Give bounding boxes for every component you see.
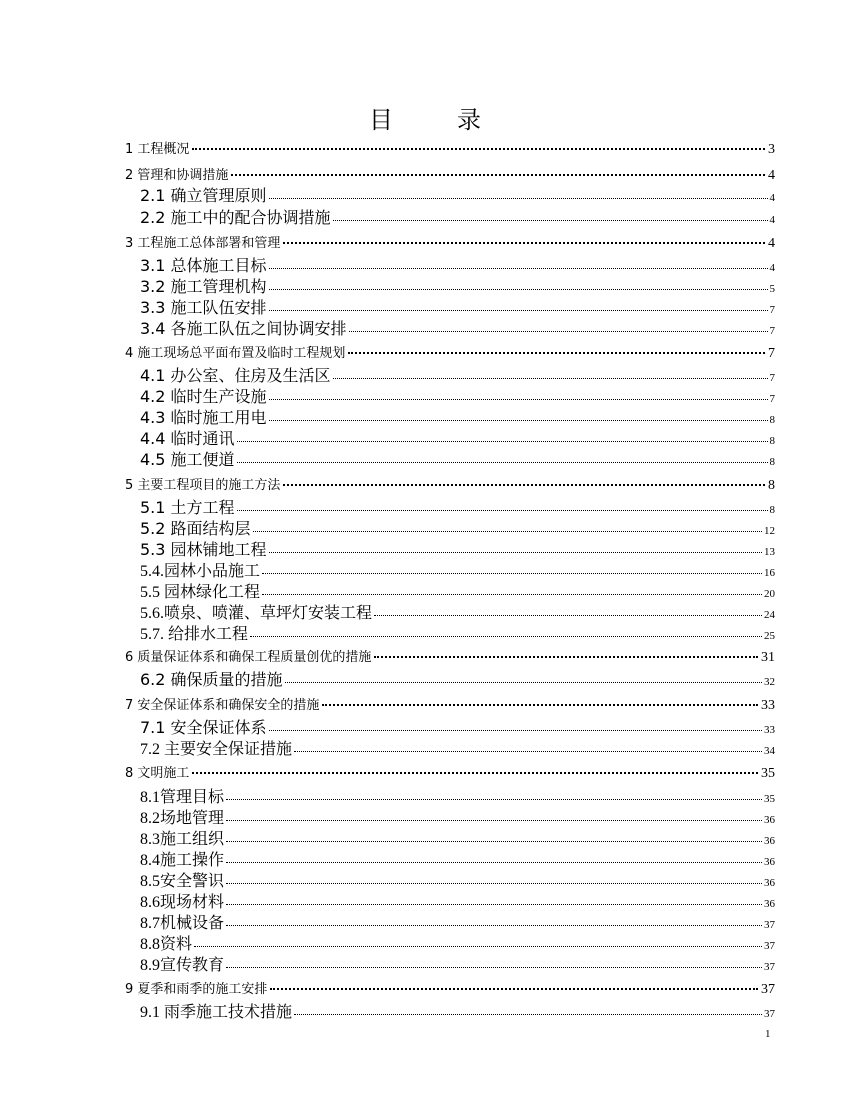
toc-entry-title: 1 工程概况 [125,142,190,157]
toc-entry-page: 5 [769,283,775,295]
toc-dot-leader [253,531,762,532]
toc-entry-page: 8 [769,414,775,426]
toc-entry-page: 4 [769,262,775,274]
toc-entry-title: 4 施工现场总平面布置及临时工程规划 [125,346,346,361]
toc-entry-title: 3.1 总体施工目标 [140,256,267,275]
toc-entry-page: 3 [768,142,775,157]
toc-entry-page: 37 [764,1008,775,1020]
toc-entry-page: 34 [764,745,775,757]
toc-entry-page: 25 [764,630,775,642]
toc-entry-page: 7 [769,393,775,405]
toc-entry[interactable] [0,274,775,297]
toc-entry-page: 8 [769,456,775,468]
toc-entry-title: 4.4 临时通讯 [140,429,235,448]
title-char-1: 目 [369,106,393,134]
toc-dot-leader [374,615,762,616]
title-char-2: 录 [457,106,481,134]
toc-entry-title: 9.1 雨季施工技术措施 [140,1004,293,1021]
toc-entry[interactable] [0,868,775,891]
toc-entry-title: 2 管理和协调措施 [125,168,229,183]
toc-entry-page: 7 [769,372,775,384]
toc-entry-title: 5 主要工程项目的施工方法 [125,478,281,493]
toc-entry-page: 35 [761,766,775,781]
toc-entry[interactable] [0,805,775,828]
toc-dot-leader [262,594,762,595]
toc-entry-title: 4.1 办公室、住房及生活区 [140,366,331,385]
toc-dot-leader [226,862,762,863]
toc-dot-leader [269,268,768,269]
toc-entry-page: 4 [769,192,775,204]
toc-entry[interactable] [0,715,775,738]
toc-entry-title: 5.1 土方工程 [140,498,235,517]
toc-entry[interactable] [0,952,775,975]
toc-entry[interactable] [0,621,775,644]
toc-entry-page: 7 [768,346,775,361]
toc-dot-leader [333,220,768,221]
toc-dot-leader [283,484,765,486]
toc-entry[interactable] [0,558,775,581]
toc-entry[interactable] [0,910,775,933]
toc-entry-page: 4 [768,236,775,251]
toc-entry-page: 37 [764,919,775,931]
toc-dot-leader [226,967,762,968]
toc-entry[interactable] [0,999,775,1022]
toc-dot-leader [269,198,768,199]
toc-dot-leader [269,289,768,290]
toc-entry-title: 8.9宣传教育 [140,957,225,974]
toc-entry[interactable] [0,889,775,912]
toc-entry-page: 33 [764,724,775,736]
toc-entry[interactable] [0,363,775,386]
toc-dot-leader [192,772,758,774]
toc-dot-leader [237,441,768,442]
toc-entry-title: 4.5 施工便道 [140,450,235,469]
toc-entry[interactable] [0,342,775,362]
toc-entry-page: 37 [761,982,775,997]
toc-entry-title: 7.1 安全保证体系 [140,718,267,737]
toc-entry-title: 6.2 确保质量的措施 [140,670,283,689]
toc-entry-title: 7.2 主要安全保证措施 [140,741,293,758]
toc-entry[interactable] [0,736,775,759]
page-number: 1 [765,1028,771,1040]
toc-entry-title: 3.2 施工管理机构 [140,277,267,296]
toc-entry-page: 4 [769,214,775,226]
toc-entry-page: 36 [764,877,775,889]
toc-entry-page: 35 [764,793,775,805]
toc-entry-title: 5.4.园林小品施工 [140,563,261,580]
toc-entry[interactable] [0,537,775,560]
toc-dot-leader [231,174,765,176]
toc-entry-title: 9 夏季和雨季的施工安排 [125,982,268,997]
toc-entry-title: 5.5 园林绿化工程 [140,584,261,601]
toc-entry-page: 16 [764,567,775,579]
toc-dot-leader [226,925,762,926]
toc-entry-page: 8 [769,435,775,447]
toc-entry-page: 13 [764,546,775,558]
toc-dot-leader [294,751,762,752]
toc-entry[interactable] [0,600,775,623]
toc-entry-page: 36 [764,814,775,826]
toc-dot-leader [374,656,758,658]
toc-entry[interactable] [0,316,775,339]
toc-entry-title: 4.2 临时生产设施 [140,387,267,406]
toc-dot-leader [349,331,768,332]
toc-entry[interactable] [0,164,775,184]
toc-entry[interactable] [0,931,775,954]
toc-entry-title: 8.5安全警识 [140,873,225,890]
toc-entry-title: 3.3 施工队伍安排 [140,298,267,317]
toc-entry[interactable] [0,826,775,849]
toc-entry-title: 5.7. 给排水工程 [140,626,249,643]
toc-entry-page: 36 [764,835,775,847]
toc-entry-title: 5.6.喷泉、喷灌、草坪灯安装工程 [140,605,373,622]
toc-dot-leader [270,988,758,990]
toc-entry[interactable] [0,495,775,518]
toc-entry[interactable] [0,784,775,807]
toc-entry[interactable] [0,295,775,318]
toc-dot-leader [192,148,765,150]
toc-entry-page: 8 [769,504,775,516]
toc-entry[interactable] [0,183,775,206]
toc-dot-leader [226,841,762,842]
toc-entry-title: 8.3施工组织 [140,831,225,848]
toc-dot-leader [269,399,768,400]
toc-dot-leader [237,510,768,511]
toc-entry-page: 37 [764,940,775,952]
toc-dot-leader [226,799,762,800]
toc-entry[interactable] [0,138,775,158]
toc-entry-title: 8.2场地管理 [140,810,225,827]
toc-entry[interactable] [0,667,775,690]
toc-dot-leader [226,883,762,884]
toc-entry-title: 8.7机械设备 [140,915,225,932]
toc-entry-page: 32 [764,676,775,688]
toc-entry-title: 2.2 施工中的配合协调措施 [140,208,331,227]
toc-entry-title: 8.4施工操作 [140,852,225,869]
toc-entry-title: 4.3 临时施工用电 [140,408,267,427]
toc-entry[interactable] [0,579,775,602]
toc-dot-leader [226,820,762,821]
toc-entry[interactable] [0,384,775,407]
toc-dot-leader [285,682,762,683]
toc-entry-page: 31 [761,650,775,665]
toc-entry-title: 6 质量保证体系和确保工程质量创优的措施 [125,650,372,665]
toc-entry-page: 12 [764,525,775,537]
toc-entry-title: 3.4 各施工队伍之间协调安排 [140,319,347,338]
toc-entry-title: 8.6现场材料 [140,894,225,911]
toc-entry-page: 37 [764,961,775,973]
toc-entry[interactable] [0,646,775,666]
toc-entry[interactable] [0,405,775,428]
toc-dot-leader [269,420,768,421]
toc-entry-title: 8.8资料 [140,936,193,953]
toc-entry-page: 36 [764,856,775,868]
toc-dot-leader [269,552,762,553]
toc-entry[interactable] [0,516,775,539]
toc-entry-page: 7 [769,325,775,337]
toc-entry[interactable] [0,847,775,870]
toc-entry[interactable] [0,474,775,494]
toc-dot-leader [294,1014,762,1015]
toc-dot-leader [322,704,758,706]
toc-entry-page: 8 [768,478,775,493]
toc-entry[interactable] [0,762,775,782]
toc-entry[interactable] [0,426,775,449]
toc-entry-title: 3 工程施工总体部署和管理 [125,236,281,251]
toc-entry[interactable] [0,232,775,252]
toc-dot-leader [237,462,768,463]
toc-entry-title: 7 安全保证体系和确保安全的措施 [125,698,320,713]
toc-dot-leader [226,904,762,905]
toc-dot-leader [269,310,768,311]
toc-dot-leader [262,573,762,574]
toc-dot-leader [348,352,765,354]
toc-dot-leader [194,946,762,947]
toc-dot-leader [269,730,762,731]
toc-entry-page: 4 [768,168,775,183]
toc-dot-leader [283,242,765,244]
toc-entry[interactable] [0,447,775,470]
toc-entry[interactable] [0,205,775,228]
toc-entry[interactable] [0,694,775,714]
toc-entry-page: 7 [769,304,775,316]
toc-entry[interactable] [0,253,775,276]
toc-entry-title: 8.1管理目标 [140,789,225,806]
toc-entry[interactable] [0,978,775,998]
toc-entry-title: 8 文明施工 [125,766,190,781]
toc-entry-title: 5.2 路面结构层 [140,519,251,538]
toc-entry-page: 24 [764,609,775,621]
toc-entry-title: 2.1 确立管理原则 [140,186,267,205]
toc-dot-leader [333,378,768,379]
toc-entry-page: 20 [764,588,775,600]
toc-entry-title: 5.3 园林铺地工程 [140,540,267,559]
toc-entry-page: 33 [761,698,775,713]
toc-entry-page: 36 [764,898,775,910]
toc-dot-leader [250,636,762,637]
